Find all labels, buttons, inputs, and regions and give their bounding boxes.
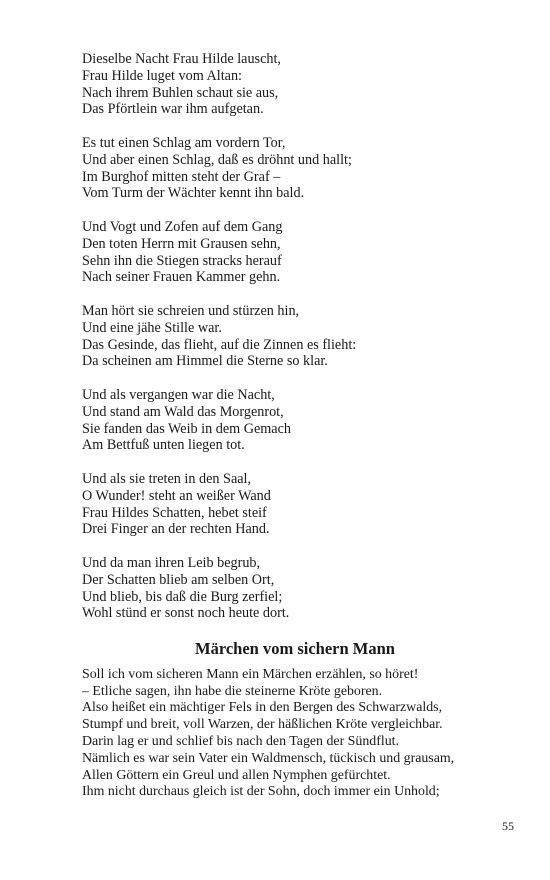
verse-line: Soll ich vom sicheren Mann ein Märchen erzählen, so höret! (82, 666, 419, 682)
verse-line: Also heißet ein mächtiger Fels in den Bergen des Schwarzwalds, (82, 700, 443, 716)
stanza (82, 555, 522, 622)
page-body (82, 51, 522, 801)
verse-line: Nämlich es war sein Vater ein Waldmensch, tückisch und grausam, (82, 750, 455, 766)
stanza (82, 387, 522, 454)
stanza (82, 135, 522, 202)
verse-line: Und blieb, bis daß die Burg zerfiel; (82, 588, 283, 605)
stanza (82, 51, 522, 118)
verse-line: Sie fanden das Weib in dem Gemach (82, 420, 291, 437)
verse-line: Dieselbe Nacht Frau Hilde lauscht, (82, 51, 281, 67)
verse-line: Frau Hildes Schatten, hebet steif (82, 504, 267, 521)
verse-line: Und Vogt und Zofen auf dem Gang (82, 218, 283, 235)
verse-line: Darin lag er und schlief bis nach den Tagen der Sündflut. (82, 734, 400, 750)
verse-line: Es tut einen Schlag am vordern Tor, (82, 134, 286, 151)
verse-line: Der Schatten blieb am selben Ort, (82, 571, 275, 588)
section-text (82, 667, 522, 801)
verse-line: Im Burghof mitten steht der Graf – (82, 168, 281, 185)
verse-line: Das Gesinde, das flieht, auf die Zinnen es flieht: (82, 336, 357, 353)
verse-line: Da scheinen am Himmel die Sterne so klar. (82, 353, 328, 370)
verse-line: Sehn ihn die Stiegen stracks herauf (82, 252, 282, 269)
verse-line: Frau Hilde luget vom Altan: (82, 67, 242, 84)
verse-line: Allen Göttern ein Greul und allen Nymphen gefürchtet. (82, 767, 391, 783)
verse-line: Drei Finger an der rechten Hand. (82, 521, 270, 538)
verse-line: Und aber einen Schlag, daß es dröhnt und hallt; (82, 151, 352, 168)
stanza (82, 471, 522, 538)
verse-line: Am Bettfuß unten liegen tot. (82, 437, 245, 454)
verse-line: Und stand am Wald das Morgenrot, (82, 403, 284, 420)
verse-line: Und als vergangen war die Nacht, (82, 386, 275, 403)
page-number: 55 (502, 819, 514, 833)
verse-line: Nach seiner Frauen Kammer gehn. (82, 269, 281, 286)
stanza (82, 303, 522, 370)
verse-line: Wohl stünd er sonst noch heute dort. (82, 605, 290, 622)
poem (82, 51, 522, 622)
verse-line: Ihm nicht durchaus gleich ist der Sohn, doch immer ein Unhold; (82, 784, 440, 800)
section-title: Märchen vom sichern Mann (195, 638, 395, 658)
verse-line: O Wunder! steht an weißer Wand (82, 487, 271, 504)
verse-line: Und als sie treten in den Saal, (82, 470, 252, 487)
verse-line: Und da man ihren Leib begrub, (82, 554, 261, 571)
verse-line: Stumpf und breit, voll Warzen, der häßlichen Kröte vergleichbar. (82, 717, 443, 733)
verse-line: Vom Turm der Wächter kennt ihn bald. (82, 185, 305, 202)
verse-line: Man hört sie schreien und stürzen hin, (82, 302, 300, 319)
verse-line: – Etliche sagen, ihn habe die steinerne Kröte geboren. (82, 683, 383, 699)
verse-line: Und eine jähe Stille war. (82, 319, 222, 336)
verse-line: Nach ihrem Buhlen schaut sie aus, (82, 84, 279, 101)
stanza (82, 219, 522, 286)
verse-line: Das Pförtlein war ihm aufgetan. (82, 101, 264, 118)
verse-line: Den toten Herrn mit Grausen sehn, (82, 235, 281, 252)
